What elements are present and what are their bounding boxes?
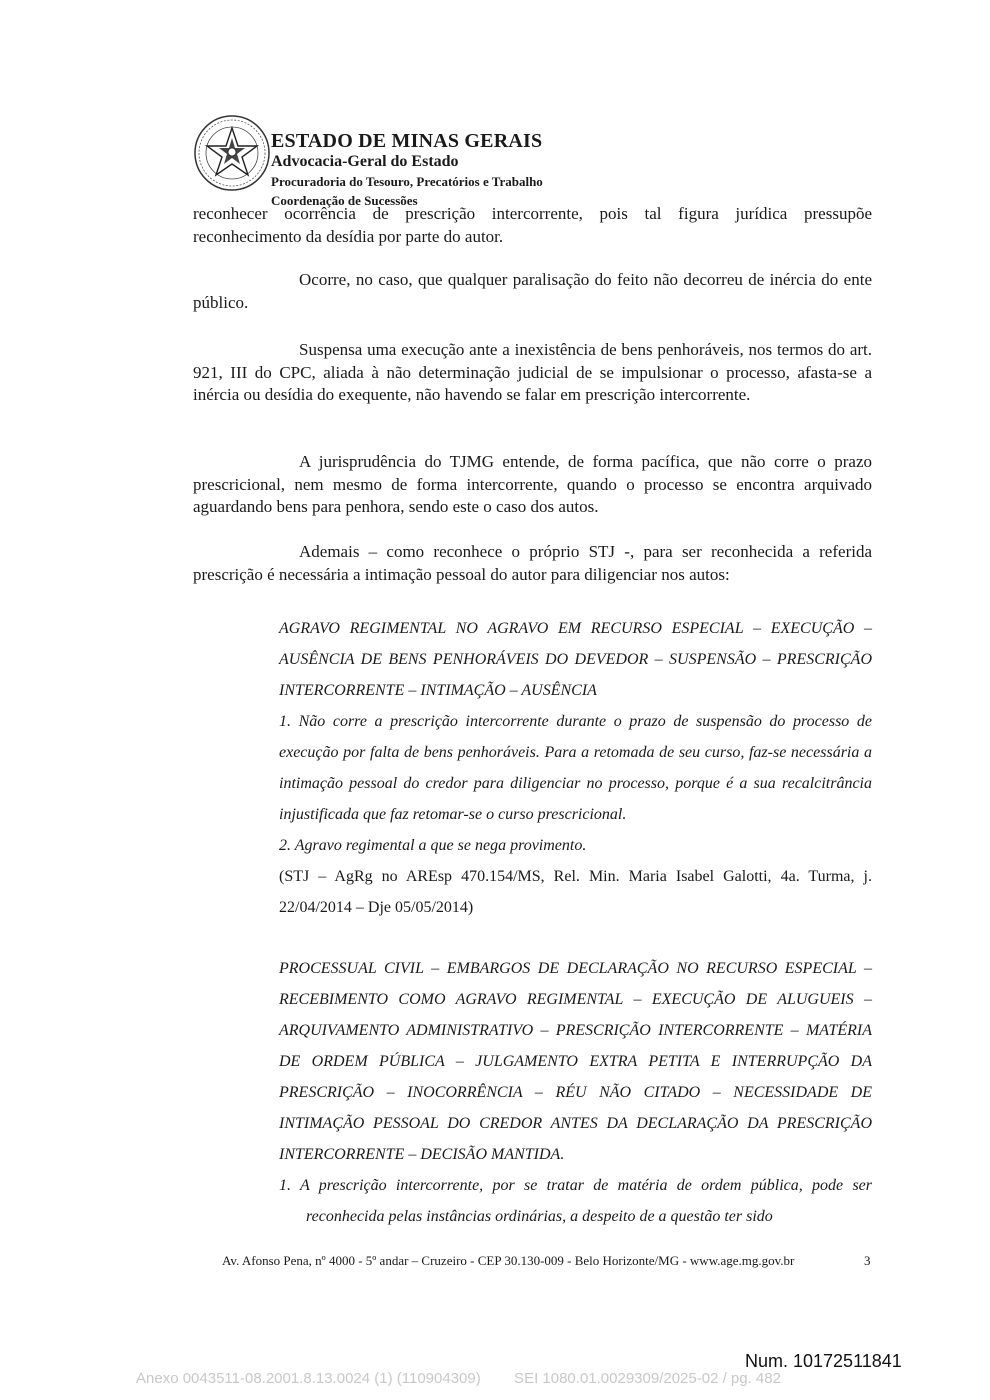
document-number: Num. 10172511841 (745, 1351, 902, 1371)
paragraph-3: Suspensa uma execução ante a inexistência de bens penhoráveis, nos termos do art. 921, III do CPC, aliada à não determinação judicial de se impulsionar o processo, afasta-se a inércia ou desídia do exequente, não havendo se falar em prescrição intercorrente. (193, 340, 872, 404)
paragraph-5: Ademais – como reconhece o próprio STJ -, para ser reconhecida a referida prescrição é necessária a intimação pessoal do autor para diligenciar nos autos: (193, 542, 872, 584)
paragraph-1: reconhecer ocorrência de prescrição intercorrente, pois tal figura jurídica pressupõe reconhecimento da desídia por parte do autor. (193, 204, 872, 246)
quote-citation: (STJ – AgRg no AREsp 470.154/MS, Rel. Min. Maria Isabel Galotti, 4a. Turma, j. 22/04/2014 – Dje 05/05/2014) (279, 868, 872, 916)
page-number: 3 (864, 1253, 871, 1268)
header-department: Procuradoria do Tesouro, Precatórios e Trabalho (271, 174, 543, 189)
jurisprudence-quote-2 (279, 953, 872, 1232)
paragraph-4: A jurisprudência do TJMG entende, de forma pacífica, que não corre o prazo prescricional, nem mesmo de forma intercorrente, quando o processo se encontra arquivado aguardando bens para penhora, sendo este o caso dos autos. (193, 452, 872, 516)
footer-address: Av. Afonso Pena, nº 4000 - 5º andar – Cruzeiro - CEP 30.130-009 - Belo Horizonte/MG - www.age.mg.gov.br (222, 1253, 795, 1268)
quote-item: 2. Agravo regimental a que se nega provimento. (279, 837, 587, 854)
quote-heading: PROCESSUAL CIVIL – EMBARGOS DE DECLARAÇÃO NO RECURSO ESPECIAL – RECEBIMENTO COMO AGRAVO REGIMENTAL – EXECUÇÃO DE ALUGUEIS – ARQUIVAMENTO ADMINISTRATIVO – PRESCRIÇÃO INTERCORRENTE – MATÉRIA DE ORDEM PÚBLICA – JULGAMENTO EXTRA PETITA E INTERRUPÇÃO DA PRESCRIÇÃO – INOCORRÊNCIA – RÉU NÃO CITADO – NECESSIDADE DE INTIMAÇÃO PESSOAL DO CREDOR ANTES DA DECLARAÇÃO DA PRESCRIÇÃO INTERCORRENTE – DECISÃO MANTIDA. (279, 960, 872, 1163)
header-agency: Advocacia-Geral do Estado (271, 153, 459, 170)
jurisprudence-quote-1 (279, 613, 872, 923)
header-state: ESTADO DE MINAS GERAIS (271, 130, 543, 152)
header-unit: Coordenação de Sucessões (271, 193, 418, 208)
quote-item: 1. Não corre a prescrição intercorrente durante o prazo de suspensão do processo de execução por falta de bens penhoráveis. Para a retomada de seu curso, faz-se necessária a intimação pessoal do credor para diligenciar no processo, porque é a sua recalcitrância injustificada que faz retomar-se o curso prescricional. (279, 713, 872, 823)
quote-item: 1. A prescrição intercorrente, por se tratar de matéria de ordem pública, pode ser reconhecida pelas instâncias ordinárias, a despeito de a questão ter sido (279, 1177, 872, 1225)
state-seal-icon (193, 114, 271, 192)
annex-stamp: Anexo 0043511-08.2001.8.13.0024 (1) (110904309) SEI 1080.01.0029309/2025-02 / pg. 482 (136, 1370, 781, 1387)
quote-heading: AGRAVO REGIMENTAL NO AGRAVO EM RECURSO ESPECIAL – EXECUÇÃO – AUSÊNCIA DE BENS PENHORÁVEIS DO DEVEDOR – SUSPENSÃO – PRESCRIÇÃO INTERCORRENTE – INTIMAÇÃO – AUSÊNCIA (279, 620, 872, 699)
paragraph-2: Ocorre, no caso, que qualquer paralisação do feito não decorreu de inércia do ente público. (193, 270, 872, 312)
